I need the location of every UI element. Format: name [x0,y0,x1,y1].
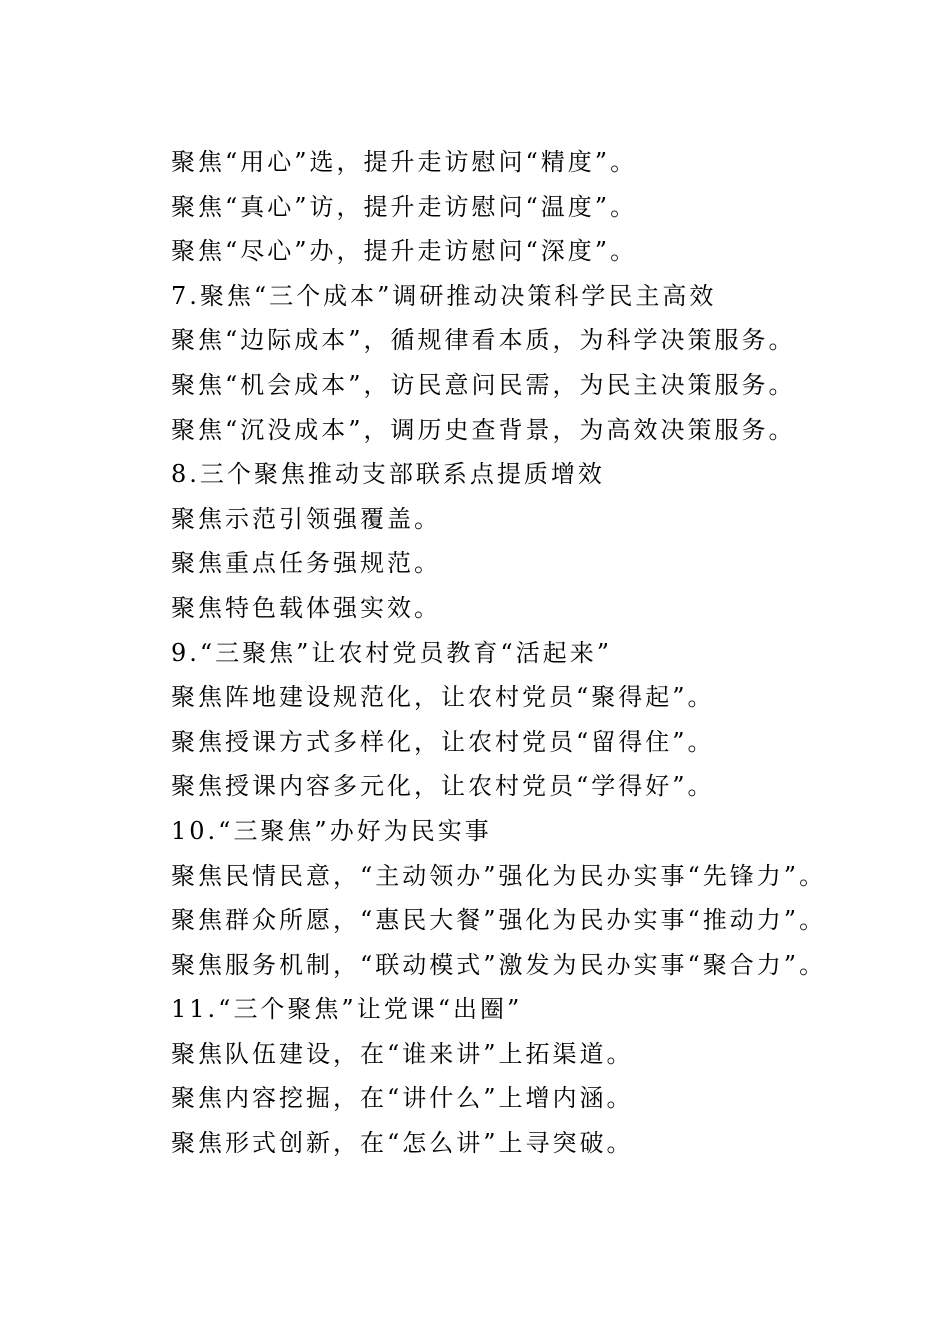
text-line: 聚焦内容挖掘，在“讲什么”上增内涵。 [171,1084,634,1113]
text-line: 聚焦队伍建设，在“谁来讲”上拓渠道。 [171,1039,634,1068]
text-line: 聚焦“边际成本”，循规律看本质，为科学决策服务。 [171,326,796,355]
text-line: 聚焦“真心”访，提升走访慰问“温度”。 [171,192,638,221]
section-heading: 11.“三个聚焦”让党课“出圈” [171,995,523,1024]
text-line: 聚焦特色载体强实效。 [171,593,441,622]
text-line: 聚焦形式创新，在“怎么讲”上寻突破。 [171,1129,634,1158]
text-line: 聚焦重点任务强规范。 [171,549,441,578]
text-line: 聚焦“尽心”办，提升走访慰问“深度”。 [171,237,638,266]
section-heading: 10.“三聚焦”办好为民实事 [171,816,492,845]
document-body [171,140,931,1166]
text-line: 聚焦服务机制，“联动模式”激发为民办实事“聚合力”。 [171,950,827,979]
text-line: 聚焦示范引领强覆盖。 [171,504,441,533]
text-line: 聚焦“机会成本”，访民意问民需，为民主决策服务。 [171,370,796,399]
text-line: 聚焦“用心”选，提升走访慰问“精度”。 [171,148,638,176]
text-line: 聚焦民情民意，“主动领办”强化为民办实事“先锋力”。 [171,861,827,890]
section-heading: 9.“三聚焦”让农村党员教育“活起来” [171,638,612,667]
text-line: 聚焦授课内容多元化，让农村党员“学得好”。 [171,772,715,801]
section-heading: 7.聚焦“三个成本”调研推动决策科学民主高效 [171,281,717,310]
text-line: 聚焦授课方式多样化，让农村党员“留得住”。 [171,727,715,756]
section-heading: 8.三个聚焦推动支部联系点提质增效 [171,460,605,489]
text-line: 聚焦阵地建设规范化，让农村党员“聚得起”。 [171,683,715,712]
text-line: 聚焦“沉没成本”，调历史查背景，为高效决策服务。 [171,415,796,444]
text-line: 聚焦群众所愿，“惠民大餐”强化为民办实事“推动力”。 [171,906,827,935]
